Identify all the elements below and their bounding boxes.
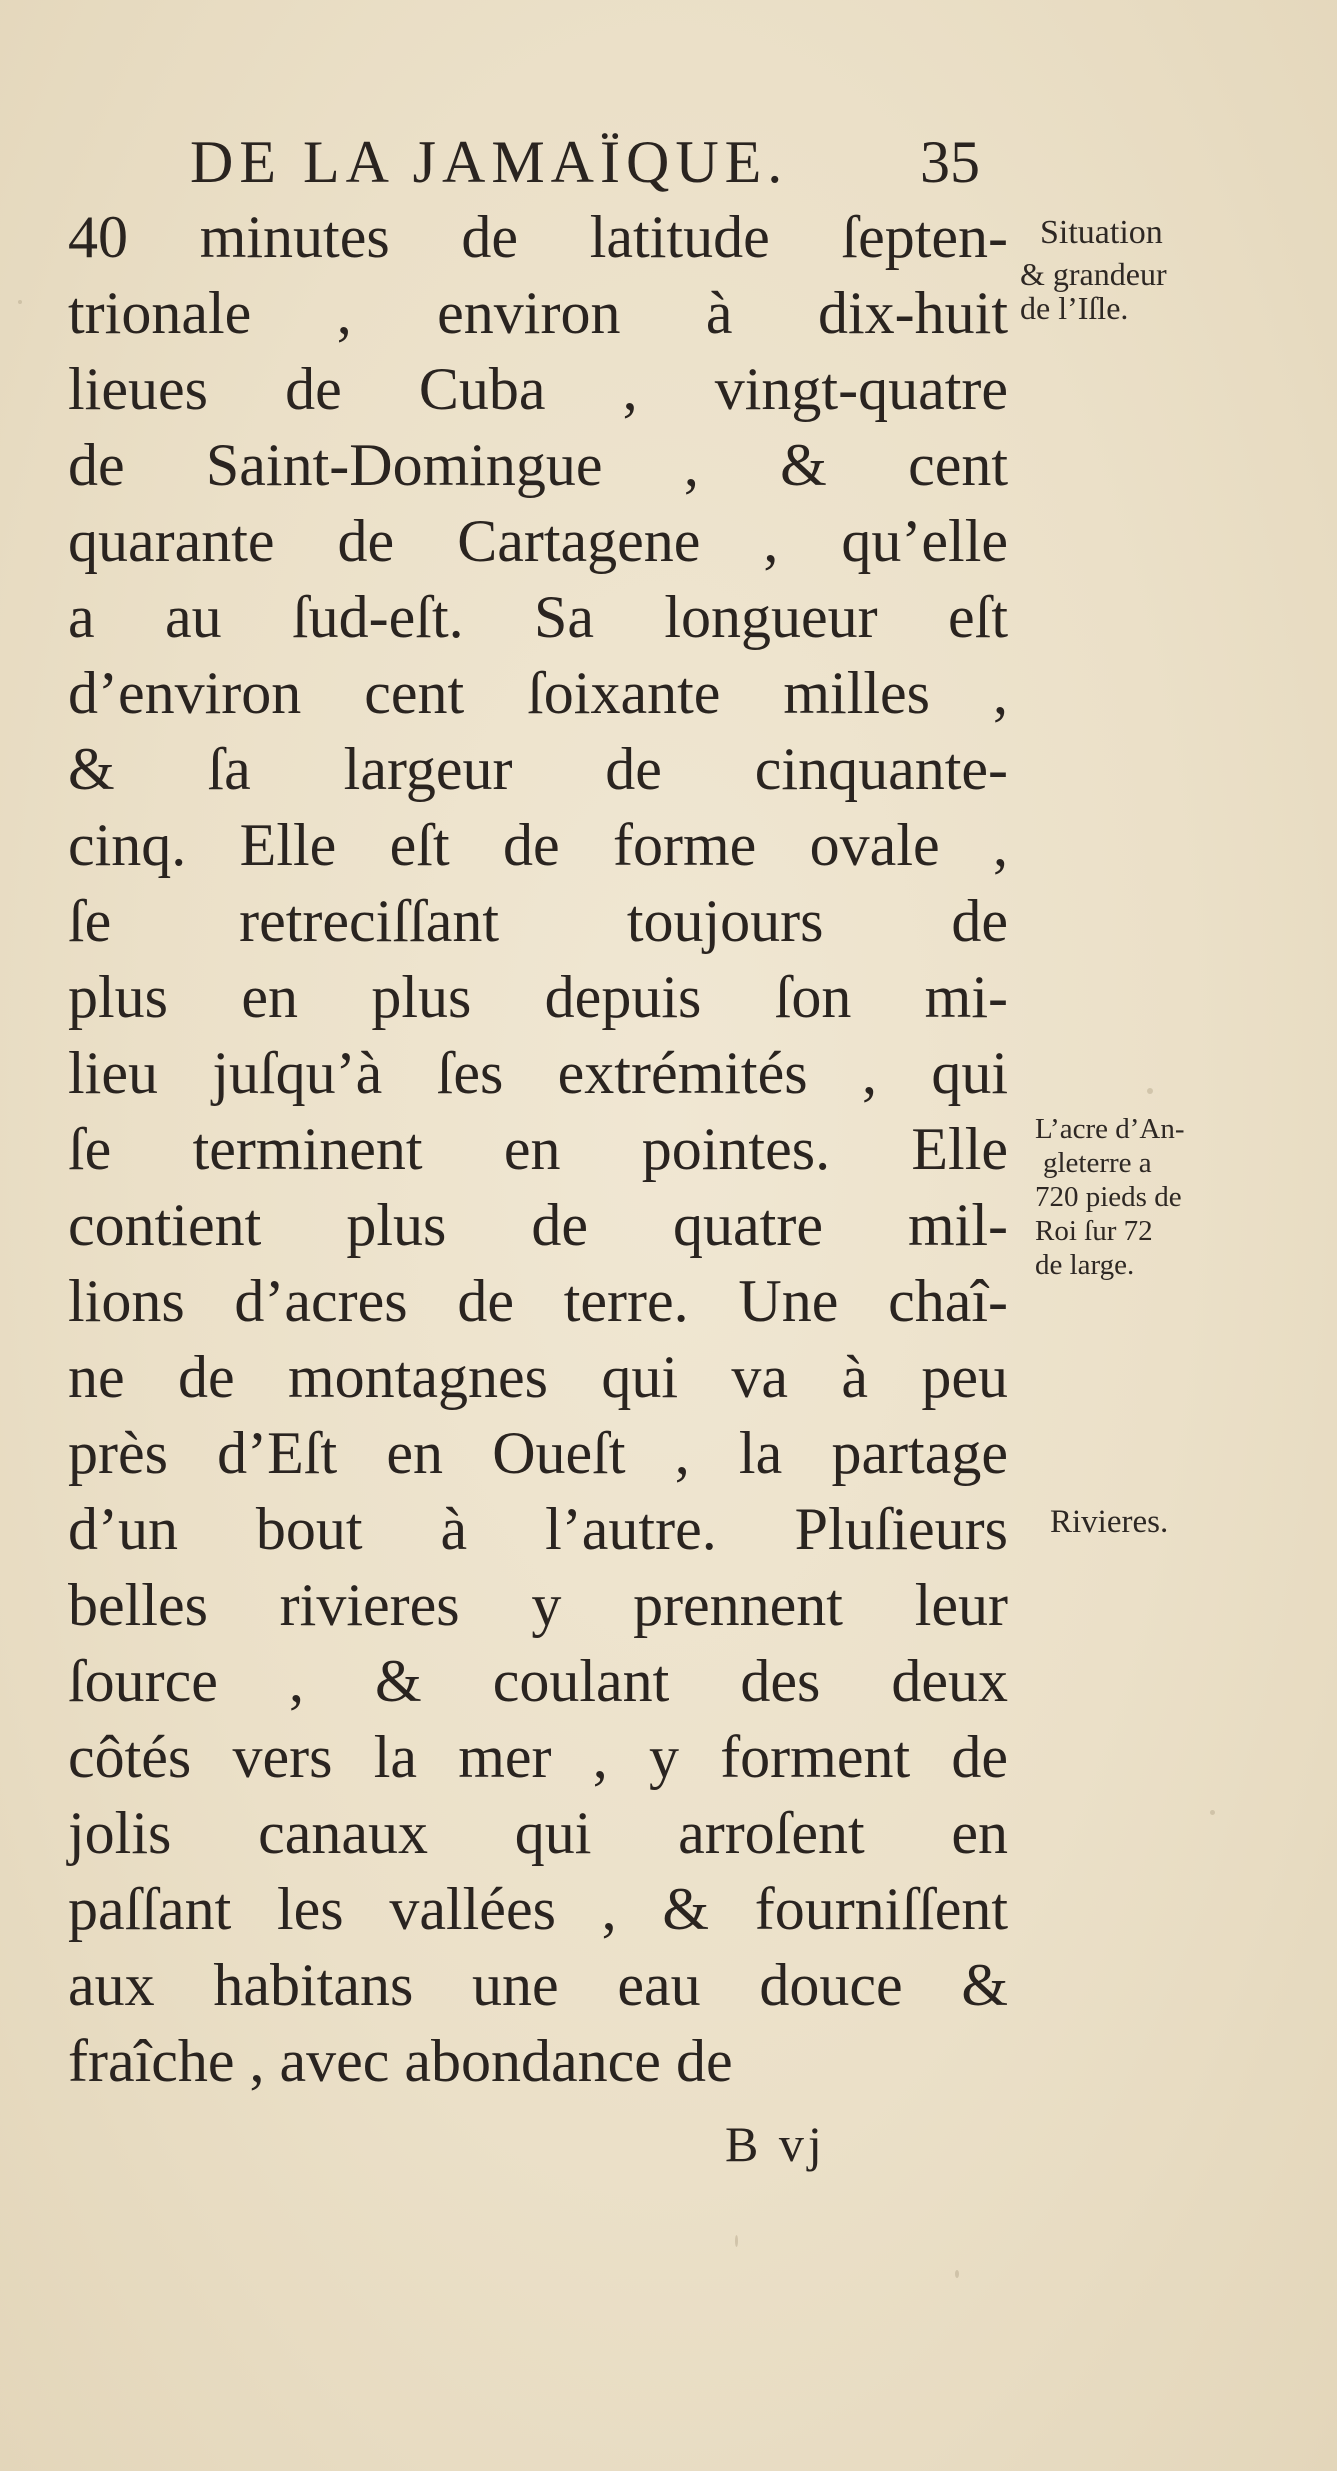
text-line: près d’Eſt en Oueſt , la partage: [68, 1420, 1008, 1486]
text-line: ne de montagnes qui va à peu: [68, 1344, 1008, 1410]
text-line: ſe terminent en pointes. Elle: [68, 1116, 1008, 1182]
text-line: lieues de Cuba , vingt-quatre: [68, 356, 1008, 422]
text-line: 40 minutes de latitude ſepten-: [68, 204, 1008, 270]
margin-note-line: Roi ſur 72: [1035, 1215, 1153, 1247]
margin-note-line: de large.: [1035, 1249, 1135, 1281]
text-line: lieu juſqu’à ſes extrémités , qui: [68, 1040, 1008, 1106]
running-head: [190, 128, 1010, 208]
text-line: d’environ cent ſoixante milles ,: [68, 660, 1008, 726]
text-line: trionale , environ à dix-huit: [68, 280, 1008, 346]
running-title: DE LA JAMAÏQUE.: [190, 129, 789, 195]
text-line: ſource , & coulant des deux: [68, 1648, 1008, 1714]
margin-note-line: Situation: [1040, 214, 1163, 251]
signature-mark: B vj: [725, 2116, 826, 2172]
text-line: contient plus de quatre mil-: [68, 1192, 1008, 1258]
margin-note-line: de l’Iſle.: [1020, 290, 1129, 326]
text-line: ſe retreciſſant toujours de: [68, 888, 1008, 954]
text-line: de Saint-Domingue , & cent: [68, 432, 1008, 498]
text-line: & ſa largeur de cinquante-: [68, 736, 1008, 802]
margin-note-line: 720 pieds de: [1035, 1181, 1182, 1213]
margin-note-rivieres: [1050, 1506, 1168, 1539]
margin-note-isle: [1020, 292, 1128, 325]
text-line: paſſant les vallées , & fourniſſent: [68, 1876, 1008, 1942]
text-line: a au ſud-eſt. Sa longueur eſt: [68, 584, 1008, 650]
text-line: cinq. Elle eſt de forme ovale ,: [68, 812, 1008, 878]
margin-note-grandeur: [1020, 258, 1167, 291]
text-line: fraîche , avec abondance de: [68, 2028, 733, 2094]
text-line: côtés vers la mer , y forment de: [68, 1724, 1008, 1790]
text-line: belles rivieres y prennent leur: [68, 1572, 1008, 1638]
text-line: lions d’acres de terre. Une chaî-: [68, 1268, 1008, 1334]
text-line: aux habitans une eau douce &: [68, 1952, 1008, 2018]
margin-note-line: & grandeur: [1020, 256, 1167, 292]
margin-note-situation: [1040, 216, 1163, 249]
text-line: d’un bout à l’autre. Pluſieurs: [68, 1496, 1008, 1562]
text-line: plus en plus depuis ſon mi-: [68, 964, 1008, 1030]
margin-note-line: Rivieres.: [1050, 1504, 1169, 1540]
text-line: jolis canaux qui arroſent en: [68, 1800, 1008, 1866]
page-number: 35: [920, 129, 980, 195]
margin-note-acre: [1035, 1112, 1185, 1282]
margin-note-line: gleterre a: [1043, 1147, 1152, 1179]
margin-note-line: L’acre d’An-: [1035, 1113, 1185, 1145]
text-line: quarante de Cartagene , qu’elle: [68, 508, 1008, 574]
